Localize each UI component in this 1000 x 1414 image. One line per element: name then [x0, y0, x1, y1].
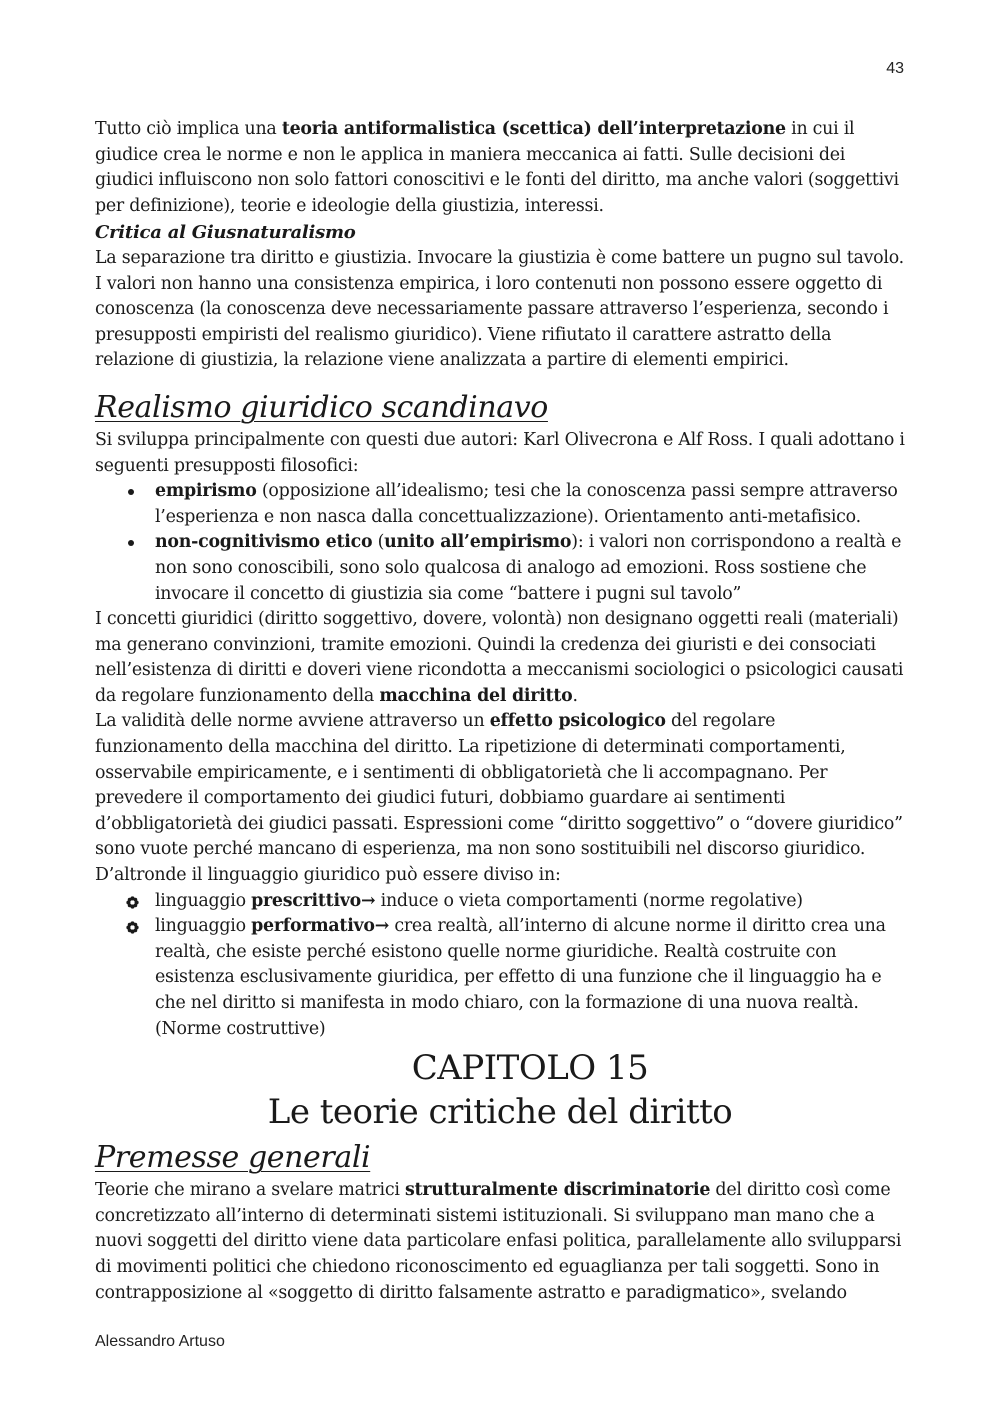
paragraph-interpretazione: [95, 117, 905, 219]
text-run: crea realtà, all’interno di alcune norme il diritto crea una realtà, che esiste perché esistono quelle norme giuridiche. Realtà costruite con esistenza esclusivamente giuridica, per effetto di una funzione che il linguaggio ha e che nel diritto si manifesta in modo chiaro, con la formazione di una nuova realtà. (Norme costruttive): [155, 916, 886, 1039]
text-run: I concetti giuridici (diritto soggettivo, dovere, volontà) non designano oggetti reali (materiali) ma generano convinzioni, tramite emozioni. Quindi la credenza dei giuristi e dei consociati nell’esistenza di diritti e doveri viene ricondotta a meccanismi sociologici o psicologici causati da regolare funzionamento della: [95, 609, 904, 706]
paragraph-separazione: La separazione tra diritto e giustizia. Invocare la giustizia è come battere un pugno sul tavolo. I valori non hanno una consistenza empirica, i loro contenuti non possono essere oggetto di conoscenza (la conoscenza deve necessariamente passare attraverso l’esperienza, secondo i presupposti empiristi del realismo giuridico). Viene rifiutato il carattere astratto della relazione di giustizia, la relazione viene analizzata a partire di elementi empirici.: [95, 247, 904, 371]
bold-term: effetto psicologico: [489, 711, 666, 732]
list-item: [95, 530, 905, 607]
text-run: Tutto ciò implica una: [95, 119, 282, 139]
text-run: in cui il giudice crea le norme e non le applica in maniera meccanica ai fatti. Sulle decisioni dei giudici influiscono non solo fattori conoscitivi e le fonti del diritto, ma anche valori (soggettivi per definizione), teorie e ideologie della giustizia, interessi.: [95, 119, 899, 216]
arrow-icon: →: [374, 916, 390, 937]
flower-bullet-icon: [126, 896, 139, 909]
page-number: 43: [886, 60, 904, 77]
section-title-realismo: Realismo giuridico scandinavo: [95, 389, 548, 425]
text-run: del diritto così come concretizzato all’interno di determinati sistemi istituzionali. Si sviluppano man mano che a nuovi soggetti del diritto viene data particolare enfasi politica, parallelamente allo svilupparsi di movimenti politici che chiedono riconoscimento ed eguaglianza per tali soggetti. Sono in contrapposizione al «soggetto di diritto falsamente astratto e paradigmatico», svelando: [95, 1180, 902, 1303]
list-item: [95, 479, 905, 530]
author-footer: Alessandro Artuso: [95, 1333, 225, 1350]
text-run: linguaggio: [155, 890, 252, 911]
bold-term: performativo: [251, 916, 375, 937]
bold-term: macchina del diritto: [379, 685, 573, 706]
text-run: La validità delle norme avviene attraverso un: [95, 711, 490, 732]
text-run: del regolare funzionamento della macchina del diritto. La ripetizione di determinati comportamenti, osservabile empiricamente, e i sentimenti di obbligatorietà che li accompagnano. Per prevedere il comportamento dei giudici futuri, dobbiamo guardare ai sentimenti d’obbligatorietà dei giudici passati. Espressioni come “diritto soggettivo” o “dovere giuridico” sono vuote perché mancano di esperienza, ma non sono sostituibili nel discorso giuridico. D’altronde il linguaggio giuridico può essere diviso in:: [95, 711, 903, 886]
text-run: (opposizione all’idealismo; tesi che la conoscenza passi sempre attraverso l’esperienza e non nasca dalla concettualizzazione). Orientamento anti-metafisico.: [155, 481, 898, 527]
chapter-label: CAPITOLO 15: [411, 1048, 649, 1089]
text-run: induce o vieta comportamenti (norme regolative): [375, 890, 803, 911]
bold-term: empirismo: [155, 481, 257, 502]
paragraph-autori: Si sviluppa principalmente con questi due autori: Karl Olivecrona e Alf Ross. I quali adottano i seguenti presupposti filosofici:: [95, 429, 905, 476]
bold-term: unito all’empirismo: [384, 532, 572, 553]
bold-term: non-cognitivismo etico: [155, 532, 373, 553]
bullet-list-linguaggio: [95, 889, 905, 1043]
text-run: .: [572, 685, 578, 706]
text-run: linguaggio: [155, 916, 252, 937]
bold-term: teoria antiformalistica (scettica) dell’interpretazione: [281, 119, 786, 139]
list-item: [95, 889, 905, 915]
paragraph-teorie: [95, 1178, 905, 1306]
paragraph-concetti: [95, 607, 905, 709]
bold-term: prescrittivo: [251, 890, 362, 911]
text-run: Teorie che mirano a svelare matrici: [95, 1180, 405, 1201]
subheading-critica: Critica al Giusnaturalismo: [95, 222, 356, 244]
bold-term: strutturalmente discriminatorie: [404, 1180, 711, 1201]
arrow-icon: →: [361, 890, 376, 911]
bullet-list-presupposti: [95, 479, 905, 607]
list-item: [95, 914, 905, 1042]
page-body: [95, 117, 905, 1306]
paragraph-validita: [95, 709, 905, 888]
section-title-premesse: Premesse generali: [95, 1140, 371, 1176]
text-run: ): i valori non corrispondono a realtà e non sono conoscibili, sono solo qualcosa di analogo ad emozioni. Ross sostiene che invocare il concetto di giustizia sia come “battere i pugni sul tavolo”: [155, 532, 902, 604]
flower-bullet-icon: [126, 921, 139, 934]
text-run: (: [372, 532, 385, 553]
chapter-title: Le teorie critiche del diritto: [267, 1092, 733, 1133]
